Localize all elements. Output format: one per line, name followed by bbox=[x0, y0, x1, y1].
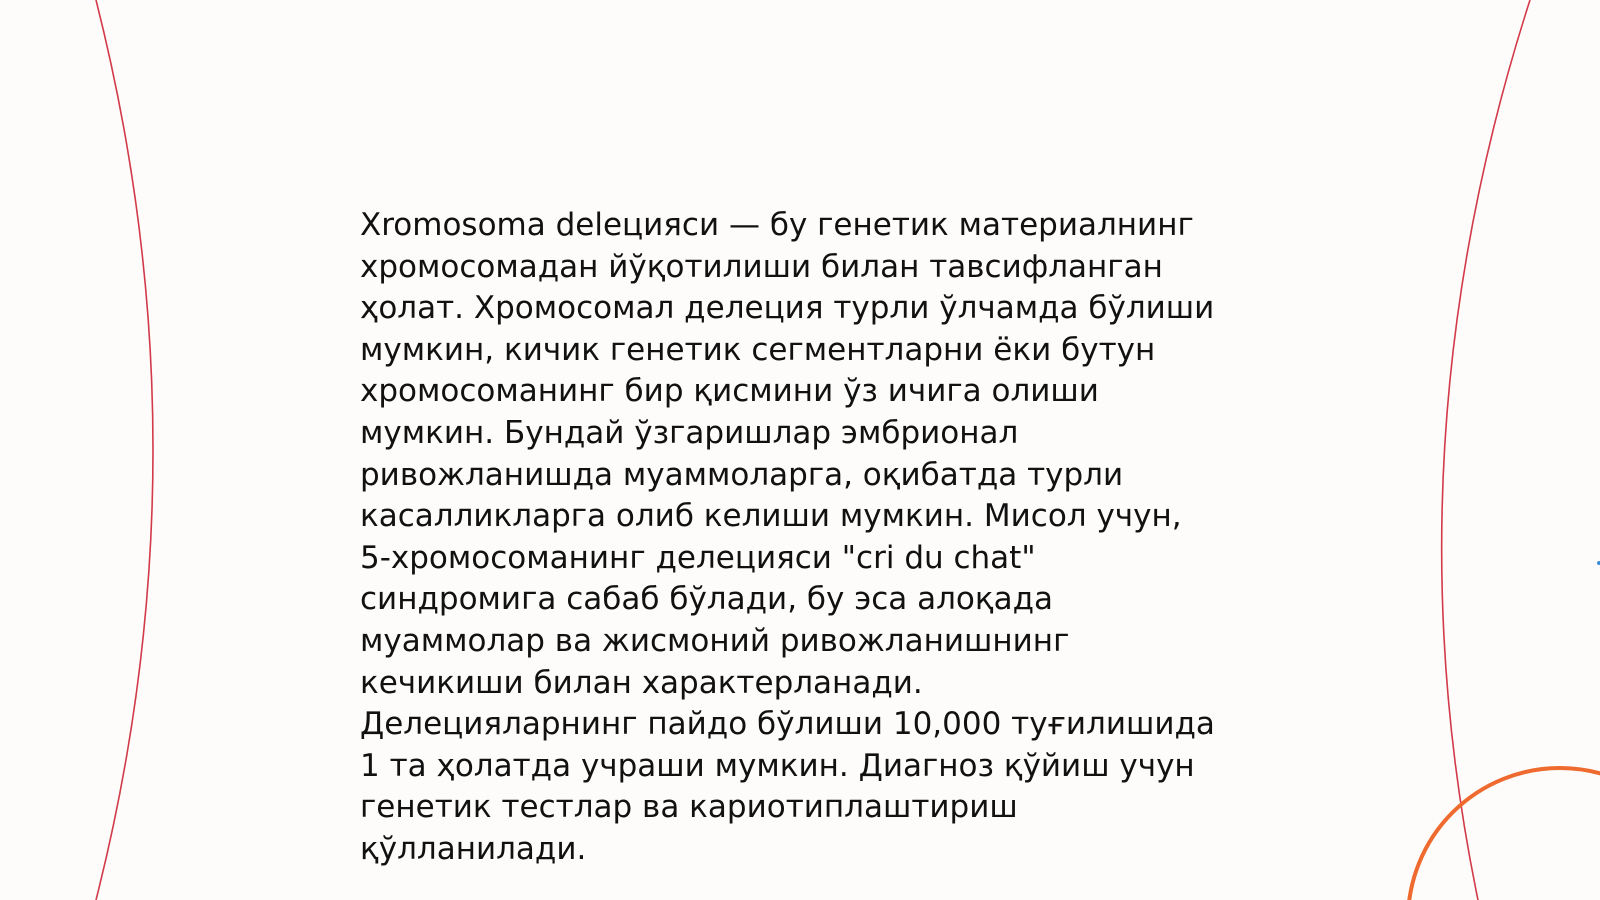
paragraph-line: хромосоманинг бир қисмини ўз ичига олиши bbox=[360, 373, 1099, 410]
paragraph-line: генетик тестлар ва кариотиплаштириш bbox=[360, 789, 1018, 826]
paragraph-line: мумкин. Бундай ўзгаришлар эмбрионал bbox=[360, 414, 1019, 451]
paragraph-line: мумкин, кичик генетик сегментларни ёки бутун bbox=[360, 331, 1156, 368]
left-arc-line bbox=[96, 0, 153, 900]
paragraph-line: синдромига сабаб бўлади, бу эса алоқада bbox=[360, 581, 1054, 618]
paragraph-line: 1 та ҳолатда учраши мумкин. Диагноз қўйиш учун bbox=[360, 747, 1195, 784]
paragraph-line: кечикиши билан характерланади. bbox=[360, 664, 923, 701]
paragraph-line: касалликларга олиб келиши мумкин. Мисол учун, bbox=[360, 498, 1182, 535]
paragraph-line: хромосомадан йўқотилиши билан тавсифланган bbox=[360, 248, 1163, 285]
paragraph-line: ривожланишда муаммоларга, оқибатда турли bbox=[360, 456, 1124, 493]
body-paragraph bbox=[360, 205, 1260, 871]
paragraph-line: ҳолат. Хромосомал делеция турли ўлчамда бўлиши bbox=[360, 290, 1215, 327]
orange-accent-circle bbox=[1408, 768, 1600, 900]
paragraph-line: Делецияларнинг пайдо бўлиши 10,000 туғилишида bbox=[360, 706, 1215, 743]
paragraph-line: муаммолар ва жисмоний ривожланишнинг bbox=[360, 622, 1070, 659]
paragraph-line: 5-хромосоманинг делецияси "cri du chat" bbox=[360, 539, 1036, 576]
paragraph-line: қўлланилади. bbox=[360, 830, 587, 867]
right-arc-line bbox=[1442, 0, 1530, 900]
paragraph-line: Xromosoma deleцияси — бу генетик материалнинг bbox=[360, 207, 1194, 243]
